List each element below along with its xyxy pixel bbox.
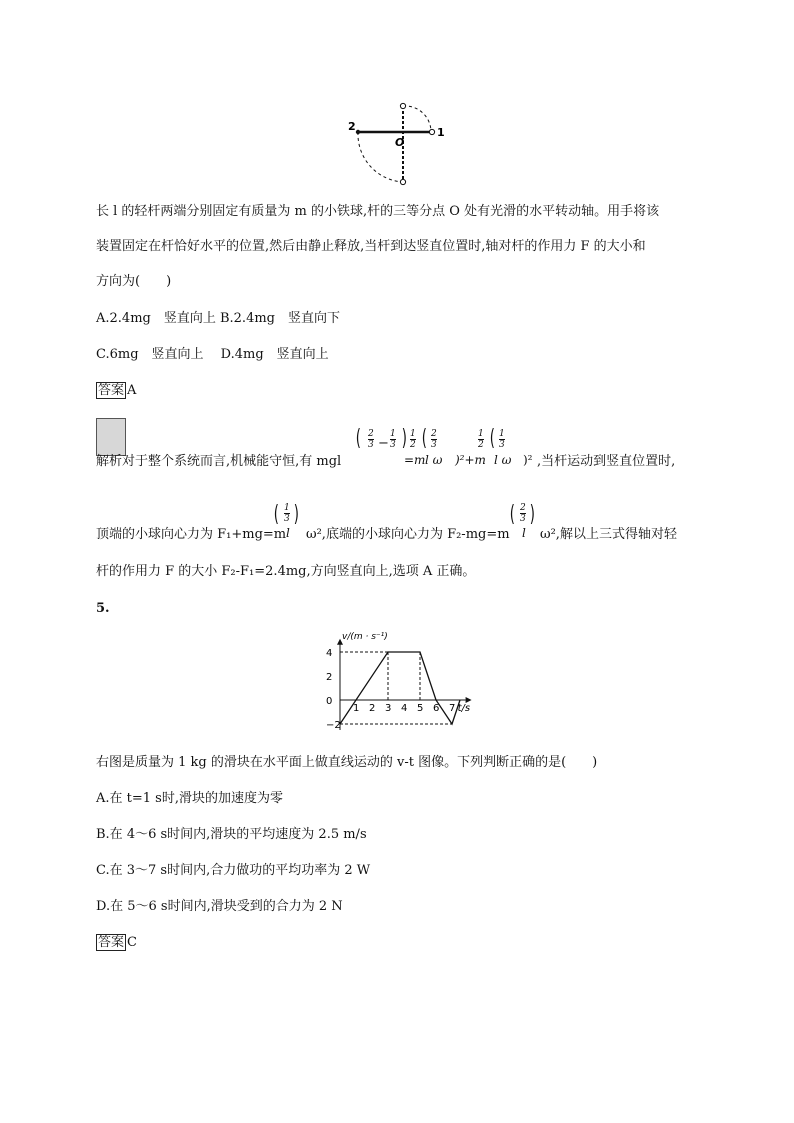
paren-close-4: )	[293, 502, 299, 527]
eq-sq-plus: )²+m	[455, 453, 486, 467]
paren-close-1: )	[401, 426, 407, 451]
x-tick-label: 5	[417, 703, 424, 714]
y-axis-label: v/(m · s⁻¹)	[342, 631, 388, 642]
label-1: 1	[437, 126, 445, 139]
paren-open-4: (	[273, 502, 279, 527]
paren-open-1: (	[355, 426, 361, 451]
frac-1-3-c: $\frac{1}{3}$	[284, 503, 290, 524]
label-2: 2	[348, 120, 356, 133]
q4-option-cd: C.6mg 竖直向上 D.4mg 竖直向上	[96, 347, 329, 362]
q5-option-c: C.在 3～7 s时间内,合力做功的平均功率为 2 W	[96, 863, 371, 878]
analysis-text-1b: ,当杆运动到竖直位置时,	[537, 454, 676, 469]
q5-answer	[96, 934, 137, 952]
analysis-text-1a: 对于整个系统而言,机械能守恒,有 mgl	[122, 454, 342, 469]
q4-stem-line-2: 装置固定在杆恰好水平的位置,然后由静止释放,当杆到达竖直位置时,轴对杆的作用力 F 的大小和	[96, 239, 646, 254]
q5-option-d: D.在 5～6 s时间内,滑块受到的合力为 2 N	[96, 899, 343, 914]
x-tick-label: 2	[369, 703, 376, 714]
analysis-line-1-start	[96, 453, 341, 471]
x-tick-label: 3	[385, 703, 392, 714]
answer-label: 答案	[98, 935, 125, 950]
q4-answer	[96, 382, 136, 400]
eq-sq-1: )²	[523, 453, 533, 467]
paren-open-2: (	[421, 426, 427, 451]
eq-l-1: l	[286, 526, 290, 540]
x-tick-label: 1	[353, 703, 360, 714]
x-tick-label: 7	[449, 703, 456, 714]
frac-1-3-a: $\frac{1}{3}$	[390, 429, 396, 450]
q5-stem: 右图是质量为 1 kg 的滑块在水平面上做直线运动的 v-t 图像。下列判断正确的是( )	[96, 755, 598, 770]
q4-stem-line-3: 方向为( )	[96, 274, 172, 289]
y-tick-label: −2	[326, 720, 341, 731]
analysis-line-3: 杆的作用力 F 的大小 F₂-F₁=2.4mg,方向竖直向上,选项 A 正确。	[96, 564, 476, 579]
analysis-text-2c: ω²,解以上三式得轴对轻	[540, 527, 677, 542]
paren-close-5: )	[529, 502, 535, 527]
y-tick-label: 0	[326, 696, 333, 707]
eq-lw-1: l ω	[425, 453, 443, 467]
paren-open-3: (	[489, 426, 495, 451]
vt-chart	[318, 628, 488, 740]
frac-2-3-a: $\frac{2}{3}$	[368, 429, 374, 450]
y-tick-label: 2	[326, 672, 333, 683]
minus-sign: −	[378, 436, 389, 451]
x-tick-label: 6	[433, 703, 440, 714]
q4-option-ab: A.2.4mg 竖直向上 B.2.4mg 竖直向下	[96, 311, 340, 326]
eq-lw-2: l ω	[494, 453, 512, 467]
analysis-text-2a: 顶端的小球向心力为 F₁+mg=m	[96, 527, 287, 542]
answer-value: A	[127, 383, 137, 398]
label-o: O	[395, 136, 405, 149]
x-axis-label: t/s	[457, 703, 471, 714]
q4-stem-line-1: 长 l 的轻杆两端分别固定有质量为 m 的小铁球,杆的三等分点 O 处有光滑的水平转动轴。用手将该	[96, 204, 660, 219]
rod-diagram	[340, 96, 450, 192]
analysis-label: 解析	[96, 454, 123, 469]
q5-option-a: A.在 t=1 s时,滑块的加速度为零	[96, 791, 283, 806]
frac-2-3-b: $\frac{2}{3}$	[431, 429, 437, 450]
frac-2-3-c: $\frac{2}{3}$	[520, 503, 526, 524]
frac-1-2-b: $\frac{1}{2}$	[478, 429, 484, 450]
y-tick-label: 4	[326, 648, 333, 659]
eq-m-1: =m	[404, 453, 426, 467]
frac-1-2-a: $\frac{1}{2}$	[410, 429, 416, 450]
answer-label: 答案	[98, 383, 125, 398]
q5-option-b: B.在 4～6 s时间内,滑块的平均速度为 2.5 m/s	[96, 827, 367, 842]
analysis-text-2b: ω²,底端的小球向心力为 F₂-mg=m	[306, 527, 510, 542]
x-tick-label: 4	[401, 703, 408, 714]
frac-1-3-b: $\frac{1}{3}$	[499, 429, 505, 450]
analysis-marker-box	[96, 418, 126, 456]
q5-number: 5.	[96, 601, 110, 616]
eq-l-2: l	[522, 526, 526, 540]
answer-value: C	[127, 935, 137, 950]
paren-open-5: (	[509, 502, 515, 527]
